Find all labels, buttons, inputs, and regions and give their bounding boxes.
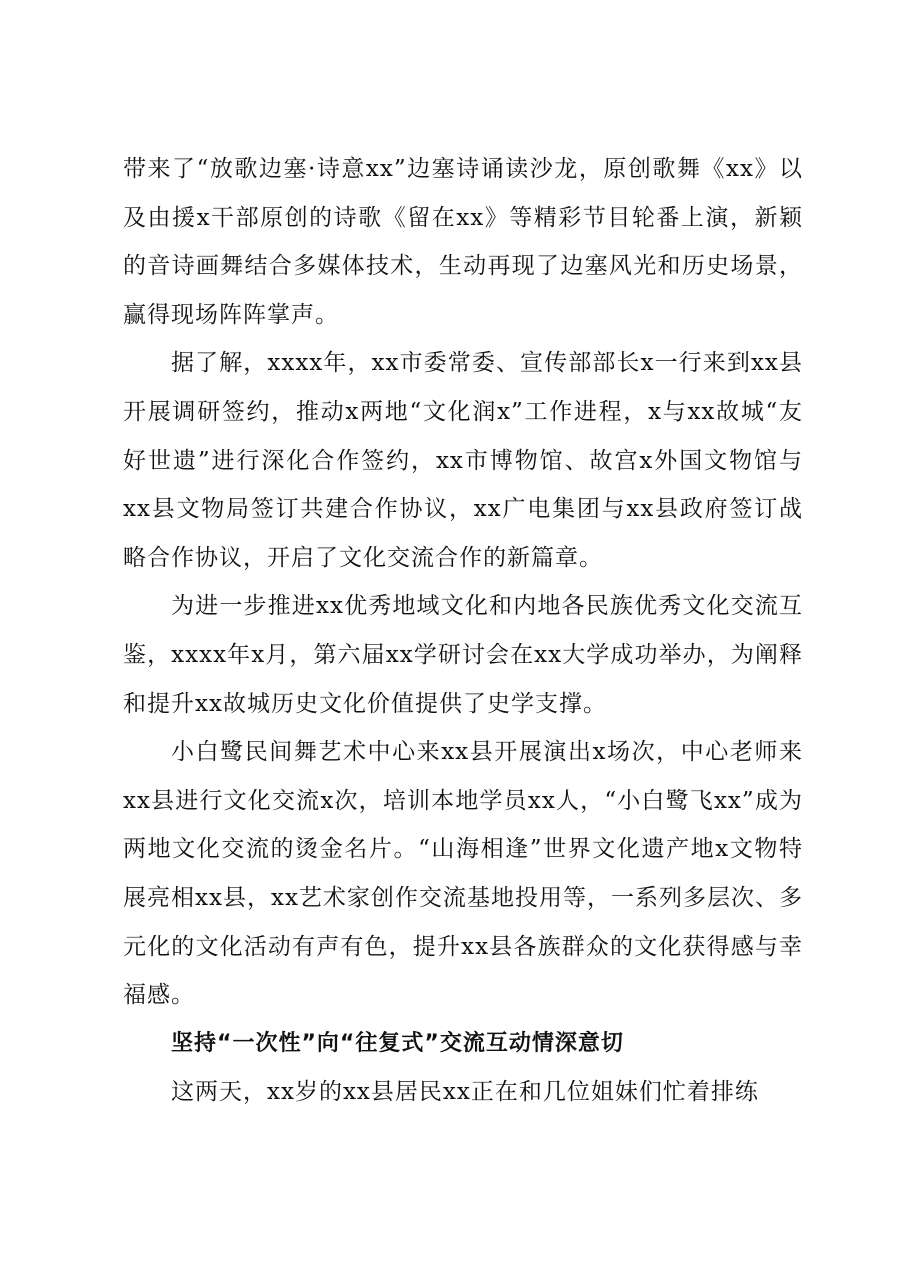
document-body <box>123 145 803 1117</box>
paragraph: 小白鹭民间舞艺术中心来xx县开展演出x场次，中心老师来xx县进行文化交流x次，培训本地学员xx人，“小白鹭飞xx”成为两地文化交流的烫金名片。“山海相逢”世界文化遗产地x文物特展亮相xx县，xx艺术家创作交流基地投用等，一系列多层次、多元化的文化活动有声有色，提升xx县各族群众的文化获得感与幸福感。 <box>123 739 803 1009</box>
paragraph: 据了解，xxxx年，xx市委常委、宣传部部长x一行来到xx县开展调研签约，推动x两地“文化润x”工作进程，x与xx故城“友好世遗”进行深化合作签约，xx市博物馆、故宫x外国文物馆与xx县文物局签订共建合作协议，xx广电集团与xx县政府签订战略合作协议，开启了文化交流合作的新篇章。 <box>123 350 803 571</box>
paragraph: 为进一步推进xx优秀地域文化和内地各民族优秀文化交流互鉴，xxxx年x月，第六届xx学研讨会在xx大学成功举办，为阐释和提升xx故城历史文化价值提供了史学支撑。 <box>123 593 803 717</box>
section-heading: 坚持“一次性”向“往复式”交流互动情深意切 <box>171 1030 624 1056</box>
paragraph-truncated: 这两天，xx岁的xx县居民xx正在和几位姐妹们忙着排练 <box>171 1079 759 1106</box>
paragraph-continuation: 带来了“放歌边塞·诗意xx”边塞诗诵读沙龙，原创歌舞《xx》以及由援x干部原创的诗歌《留在xx》等精彩节目轮番上演，新颖的音诗画舞结合多媒体技术，生动再现了边塞风光和历史场景，赢得现场阵阵掌声。 <box>123 156 803 328</box>
